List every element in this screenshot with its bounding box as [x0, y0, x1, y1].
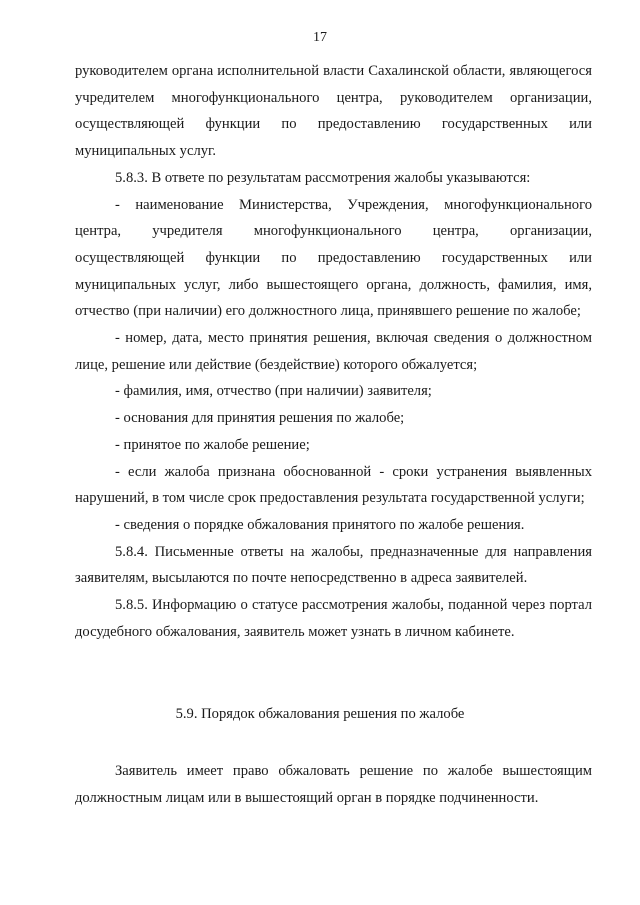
paragraph-9: - сведения о порядке обжалования принятого по жалобе решения. [115, 516, 525, 533]
section-heading: 5.9. Порядок обжалования решения по жалобе [175, 706, 465, 722]
paragraph-8: - если жалоба признана обоснованной - сроки устранения выявленных нарушений, в том числе срок предоставления результата государственной услуги; [75, 463, 592, 507]
body-text [75, 58, 592, 645]
paragraph-4: - номер, дата, место принятия решения, включая сведения о должностном лице, решение или действие (бездействие) которого обжалуется; [75, 330, 592, 373]
final-text [75, 758, 592, 811]
paragraph-11: 5.8.5. Информацию о статусе рассмотрения жалобы, поданной через портал досудебного обжалования, заявитель может узнать в личном кабинете. [75, 597, 592, 640]
paragraph-5: - фамилия, имя, отчество (при наличии) заявителя; [115, 383, 432, 400]
paragraph-10: 5.8.4. Письменные ответы на жалобы, предназначенные для направления заявителям, высылаются по почте непосредственно в адреса заявителей. [75, 543, 592, 587]
paragraph-3: - наименование Министерства, Учреждения, многофункционального центра, учредителя многофункционального центра, организации, осуществляющей функции по предоставлению государственных или муниципальных услуг, либо вышестоящего органа, должность, фамилия, имя, отчество (при наличии) его должностного лица, принявшего решение по жалобе; [75, 196, 592, 320]
paragraph-1: руководителем органа исполнительной власти Сахалинской области, являющегося учредителем многофункционального центра, руководителем организации, осуществляющей функции по предоставлению государственных или муниципальных услуг. [75, 63, 592, 160]
paragraph-2: 5.8.3. В ответе по результатам рассмотрения жалобы указываются: [115, 169, 531, 186]
paragraph-6: - основания для принятия решения по жалобе; [115, 410, 405, 427]
final-paragraph: Заявитель имеет право обжаловать решение по жалобе вышестоящим должностным лицам или в вышестоящий орган в порядке подчиненности. [75, 763, 592, 806]
paragraph-7: - принятое по жалобе решение; [115, 436, 310, 453]
page-number: 17 [313, 30, 327, 45]
